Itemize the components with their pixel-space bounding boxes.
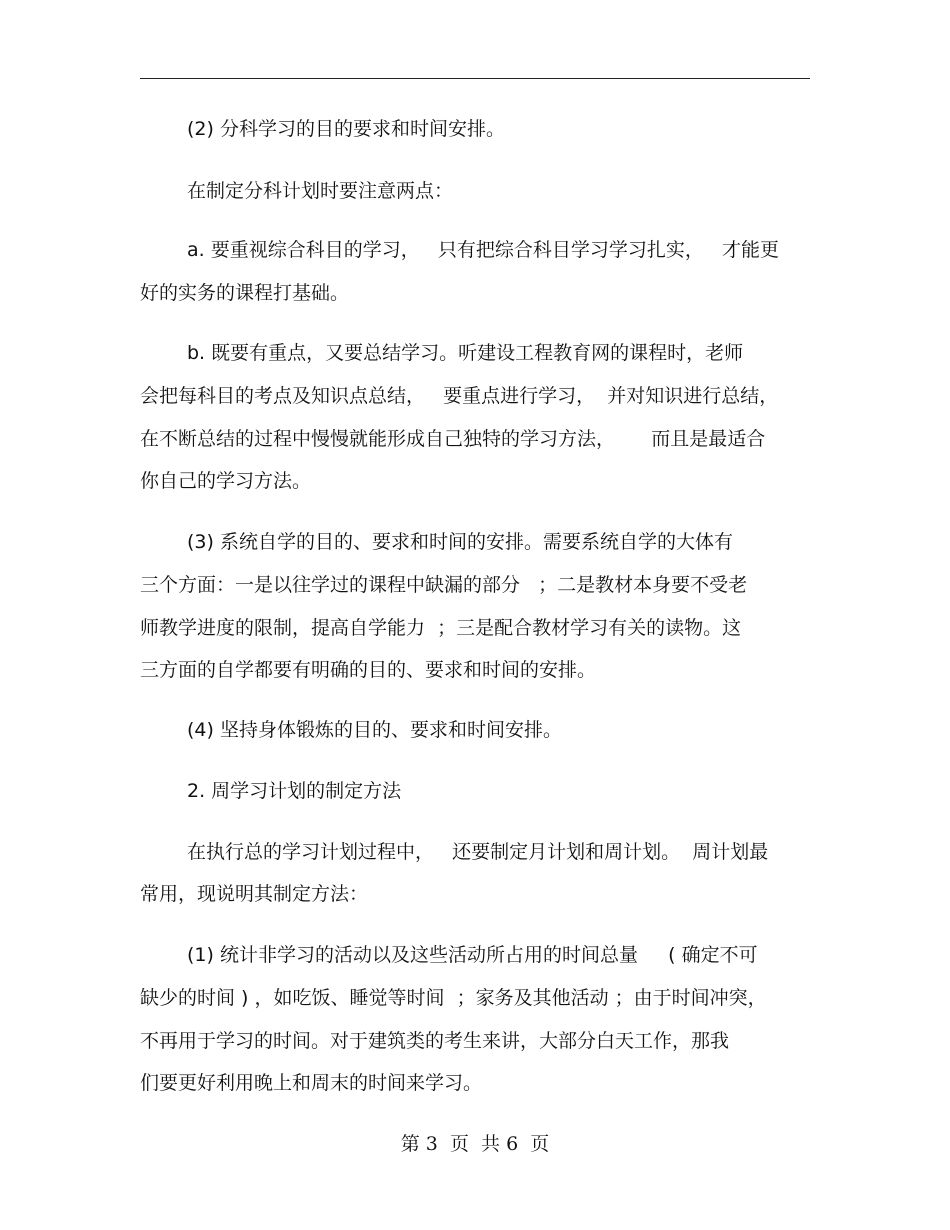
paragraph-line: 常用，现说明其制定方法：: [140, 883, 369, 905]
paragraph-line: (2) 分科学习的目的要求和时间安排。: [187, 118, 505, 140]
header-rule: [140, 78, 810, 79]
paragraph-line: 在不断总结的过程中慢慢就能形成自己独特的学习方法， 而且是最适合: [140, 428, 766, 450]
paragraph-line: 2. 周学习计划的制定方法: [187, 780, 402, 802]
paragraph-line: 们要更好利用晚上和周末的时间来学习。: [140, 1072, 483, 1094]
paragraph-line: 三个方面：一是以往学过的课程中缺漏的部分 ；二是教材本身要不受老: [140, 574, 748, 596]
paragraph-line: 在执行总的学习计划过程中， 还要制定月计划和周计划。 周计划最: [187, 841, 769, 863]
paragraph-line: 你自己的学习方法。: [140, 470, 312, 492]
paragraph-line: a. 要重视综合科目的学习， 只有把综合科目学习学习扎实， 才能更: [187, 239, 779, 261]
paragraph-line: b. 既要有重点，又要总结学习。听建设工程教育网的课程时，老师: [187, 342, 744, 364]
paragraph-line: 师教学进度的限制，提高自学能力 ；三是配合教材学习有关的读物。这: [140, 617, 742, 639]
paragraph-line: 好的实务的课程打基础。: [140, 282, 350, 304]
paragraph-line: 在制定分科计划时要注意两点：: [187, 180, 454, 202]
paragraph-line: 缺少的时间 ) ，如吃饭、睡觉等时间 ；家务及其他活动 ；由于时间冲突，: [140, 987, 767, 1009]
page-number-footer: 第 3 页 共 6 页: [400, 1133, 550, 1155]
paragraph-line: 三方面的自学都要有明确的目的、要求和时间的安排。: [140, 659, 597, 681]
paragraph-line: (3) 系统自学的目的、要求和时间的安排。需要系统自学的大体有: [187, 531, 733, 553]
paragraph-line: 不再用于学习的时间。对于建筑类的考生来讲，大部分白天工作，那我: [140, 1030, 730, 1052]
paragraph-line: 会把每科目的考点及知识点总结， 要重点进行学习， 并对知识进行总结，: [140, 385, 779, 407]
paragraph-line: (1) 统计非学习的活动以及这些活动所占用的时间总量 ( 确定不可: [187, 944, 758, 966]
paragraph-line: (4) 坚持身体锻炼的目的、要求和时间安排。: [187, 719, 562, 741]
